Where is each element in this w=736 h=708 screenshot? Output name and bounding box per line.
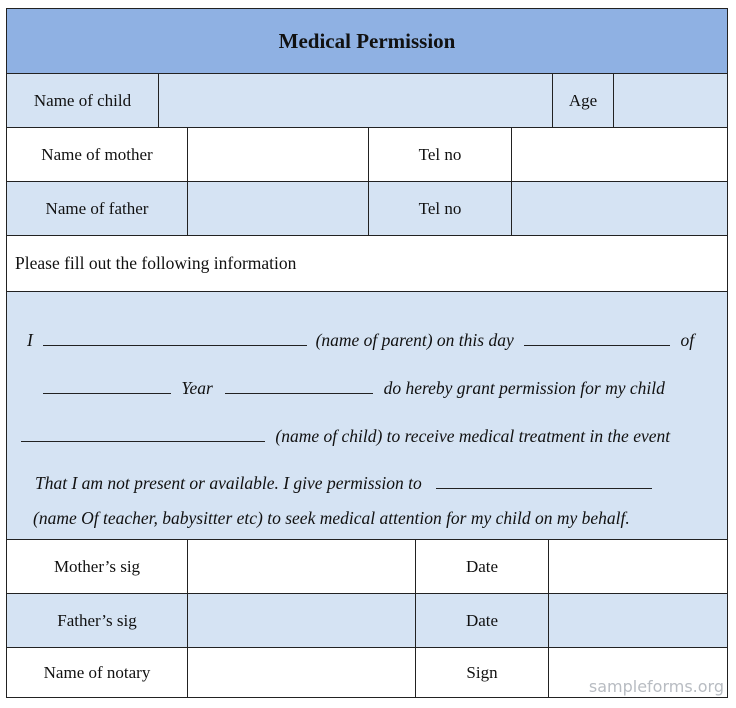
- notary-name-label: Name of notary: [43, 662, 151, 682]
- child-name-field[interactable]: [158, 74, 552, 127]
- father-name-label: Name of father: [45, 198, 149, 218]
- father-sig-field[interactable]: [187, 594, 415, 647]
- form-title: Medical Permission: [278, 28, 456, 53]
- caregiver-name-blank[interactable]: [436, 474, 652, 489]
- father-name-field[interactable]: [187, 182, 368, 235]
- paragraph-line-3: [21, 426, 670, 447]
- mother-sig-label: Mother’s sig: [53, 556, 141, 576]
- age-label: Age: [552, 74, 613, 127]
- year-blank[interactable]: [225, 379, 373, 394]
- mother-tel-field[interactable]: [511, 128, 727, 181]
- notary-sign-label: Sign: [415, 648, 548, 697]
- paragraph-line-1: [27, 330, 694, 351]
- mother-row: [7, 127, 727, 181]
- father-sig-label: Father’s sig: [57, 610, 137, 630]
- line3-text: (name of child) to receive medical treatment in the event: [275, 426, 671, 446]
- watermark: sampleforms.org: [588, 677, 724, 696]
- line2-end: do hereby grant permission for my child: [383, 378, 665, 398]
- mother-sig-field[interactable]: [187, 540, 415, 593]
- line1-middle: (name of parent) on this day: [315, 330, 514, 350]
- child-name-label: Name of child: [33, 90, 132, 110]
- instruction-text: Please fill out the following information: [15, 253, 297, 273]
- line1-end: of: [680, 330, 695, 350]
- notary-name-field[interactable]: [187, 648, 415, 697]
- title-row: [7, 9, 727, 73]
- day-blank[interactable]: [524, 331, 670, 346]
- mother-date-label: Date: [415, 540, 548, 593]
- child-name-blank[interactable]: [21, 427, 265, 442]
- father-date-field[interactable]: [548, 594, 727, 647]
- mother-name-label: Name of mother: [41, 144, 153, 164]
- child-row: [7, 73, 727, 127]
- mother-sig-row: [7, 539, 727, 593]
- father-row: [7, 181, 727, 235]
- father-date-label: Date: [415, 594, 548, 647]
- paragraph-line-4: [35, 473, 652, 494]
- paragraph-line-5: [33, 508, 630, 529]
- mother-date-field[interactable]: [548, 540, 727, 593]
- medical-permission-form: [6, 8, 728, 698]
- line1-start: I: [27, 330, 33, 350]
- father-sig-row: [7, 593, 727, 647]
- line4-text: That I am not present or available. I give permission to: [35, 473, 422, 493]
- mother-name-field[interactable]: [187, 128, 368, 181]
- line2-year: Year: [181, 378, 213, 398]
- line5-text: (name Of teacher, babysitter etc) to seek medical attention for my child on my behalf.: [33, 508, 630, 528]
- age-field[interactable]: [613, 74, 727, 127]
- parent-name-blank[interactable]: [43, 331, 307, 346]
- instruction-row: [7, 235, 727, 291]
- mother-tel-label: Tel no: [368, 128, 511, 181]
- paragraph-line-2: [43, 378, 665, 399]
- month-blank[interactable]: [43, 379, 171, 394]
- father-tel-field[interactable]: [511, 182, 727, 235]
- father-tel-label: Tel no: [368, 182, 511, 235]
- permission-paragraph: [7, 291, 727, 539]
